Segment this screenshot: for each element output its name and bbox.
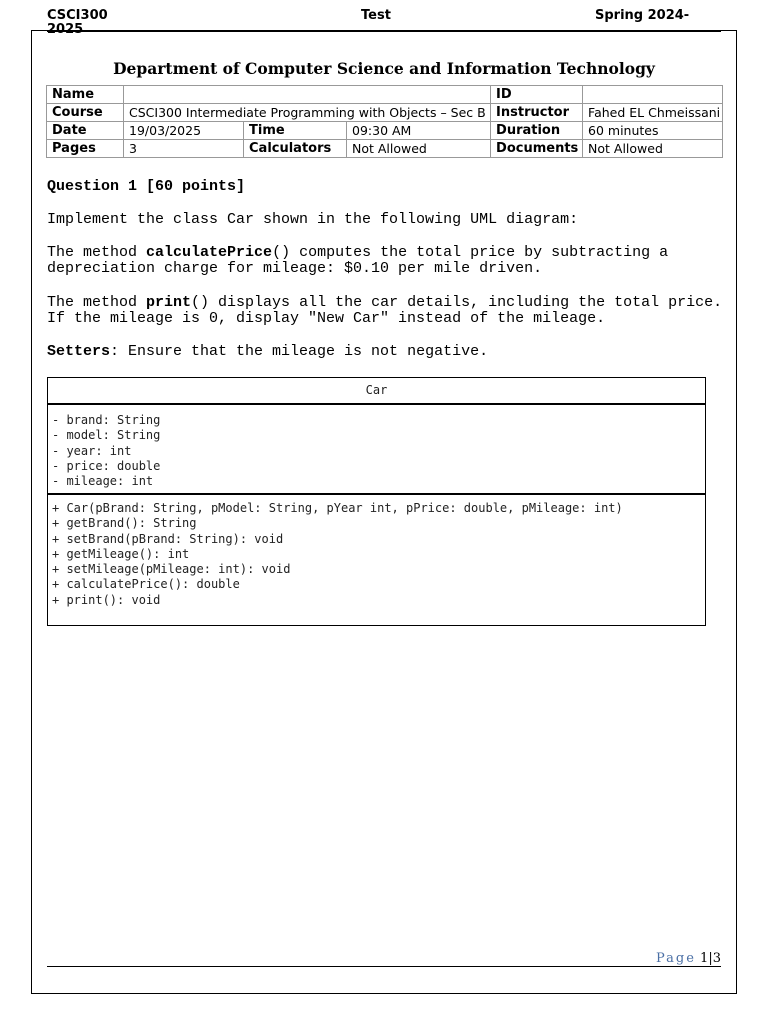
date-label: Date — [47, 122, 124, 140]
question-intro: Implement the class Car shown in the following UML diagram: — [47, 211, 579, 228]
duration-label: Duration — [491, 122, 583, 140]
uml-attribute: - model: String — [52, 428, 161, 443]
instructor-value: Fahed EL Chmeissani — [583, 104, 723, 122]
uml-class-name: Car — [48, 378, 705, 405]
uml-method: + Car(pBrand: String, pModel: String, pYear int, pPrice: double, pMileage: int) — [52, 501, 623, 515]
p3-method: print — [146, 294, 192, 311]
id-field[interactable] — [583, 86, 723, 104]
p3-post: () displays all the car details, including the total price. If the mileage is 0, display "New Car" instead of the mileage. — [47, 294, 723, 327]
table-row — [47, 86, 723, 104]
page-current: 1 — [700, 951, 709, 966]
course-label: Course — [47, 104, 124, 122]
calculators-value: Not Allowed — [347, 140, 491, 158]
p4-post: : Ensure that the mileage is not negative. — [110, 343, 489, 360]
table-row — [47, 104, 723, 122]
uml-method: + setBrand(pBrand: String): void — [52, 531, 284, 546]
documents-value: Not Allowed — [583, 140, 723, 158]
uml-methods — [48, 495, 705, 608]
exam-info-table — [46, 85, 723, 158]
time-value: 09:30 AM — [347, 122, 491, 140]
id-label: ID — [491, 86, 583, 104]
uml-method: + calculatePrice(): double — [52, 577, 240, 592]
uml-attributes — [48, 405, 705, 495]
header-title: Test — [361, 8, 391, 23]
uml-method: + getMileage(): int — [52, 546, 190, 561]
uml-method: + setMileage(pMileage: int): void — [52, 562, 291, 577]
page-word: Page — [655, 951, 696, 966]
setters-paragraph — [47, 344, 727, 360]
instructor-label: Instructor — [491, 104, 583, 122]
time-label: Time — [244, 122, 347, 140]
uml-attribute: - price: double — [52, 458, 161, 473]
table-row — [47, 140, 723, 158]
page-total: 3 — [712, 951, 721, 966]
duration-value: 60 minutes — [583, 122, 723, 140]
pages-label: Pages — [47, 140, 124, 158]
p2-pre: The method — [47, 244, 147, 261]
uml-method: + print(): void — [52, 592, 161, 607]
calculate-price-paragraph — [47, 245, 727, 277]
pages-value: 3 — [124, 140, 244, 158]
uml-method: + getBrand(): String — [52, 516, 197, 531]
uml-attribute: - brand: String — [52, 413, 161, 427]
header-course: CSCI300 2025 — [47, 8, 108, 37]
p2-method: calculatePrice — [146, 244, 273, 261]
date-value: 19/03/2025 — [124, 122, 244, 140]
p2-post: () computes the total price by subtracting a depreciation charge for mileage: $0.10 per mile driven. — [47, 244, 669, 277]
uml-class-diagram — [47, 377, 706, 626]
page-footer — [47, 951, 721, 967]
print-paragraph — [47, 295, 727, 327]
header-term: Spring 2024- — [595, 8, 690, 23]
page-separator: | — [708, 951, 713, 966]
department-title: Department of Computer Science and Information Technology — [113, 59, 655, 78]
uml-attribute: - year: int — [52, 443, 132, 458]
calculators-label: Calculators — [244, 140, 347, 158]
table-row — [47, 122, 723, 140]
p3-pre: The method — [47, 294, 147, 311]
documents-label: Documents — [491, 140, 583, 158]
question-title: Question 1 [60 points] — [47, 178, 246, 195]
name-field[interactable] — [124, 86, 491, 104]
course-value: CSCI300 Intermediate Programming with Objects – Sec B — [124, 104, 491, 122]
p4-term: Setters — [47, 343, 111, 360]
uml-attribute: - mileage: int — [52, 474, 154, 489]
page-header — [47, 8, 721, 37]
name-label: Name — [47, 86, 124, 104]
